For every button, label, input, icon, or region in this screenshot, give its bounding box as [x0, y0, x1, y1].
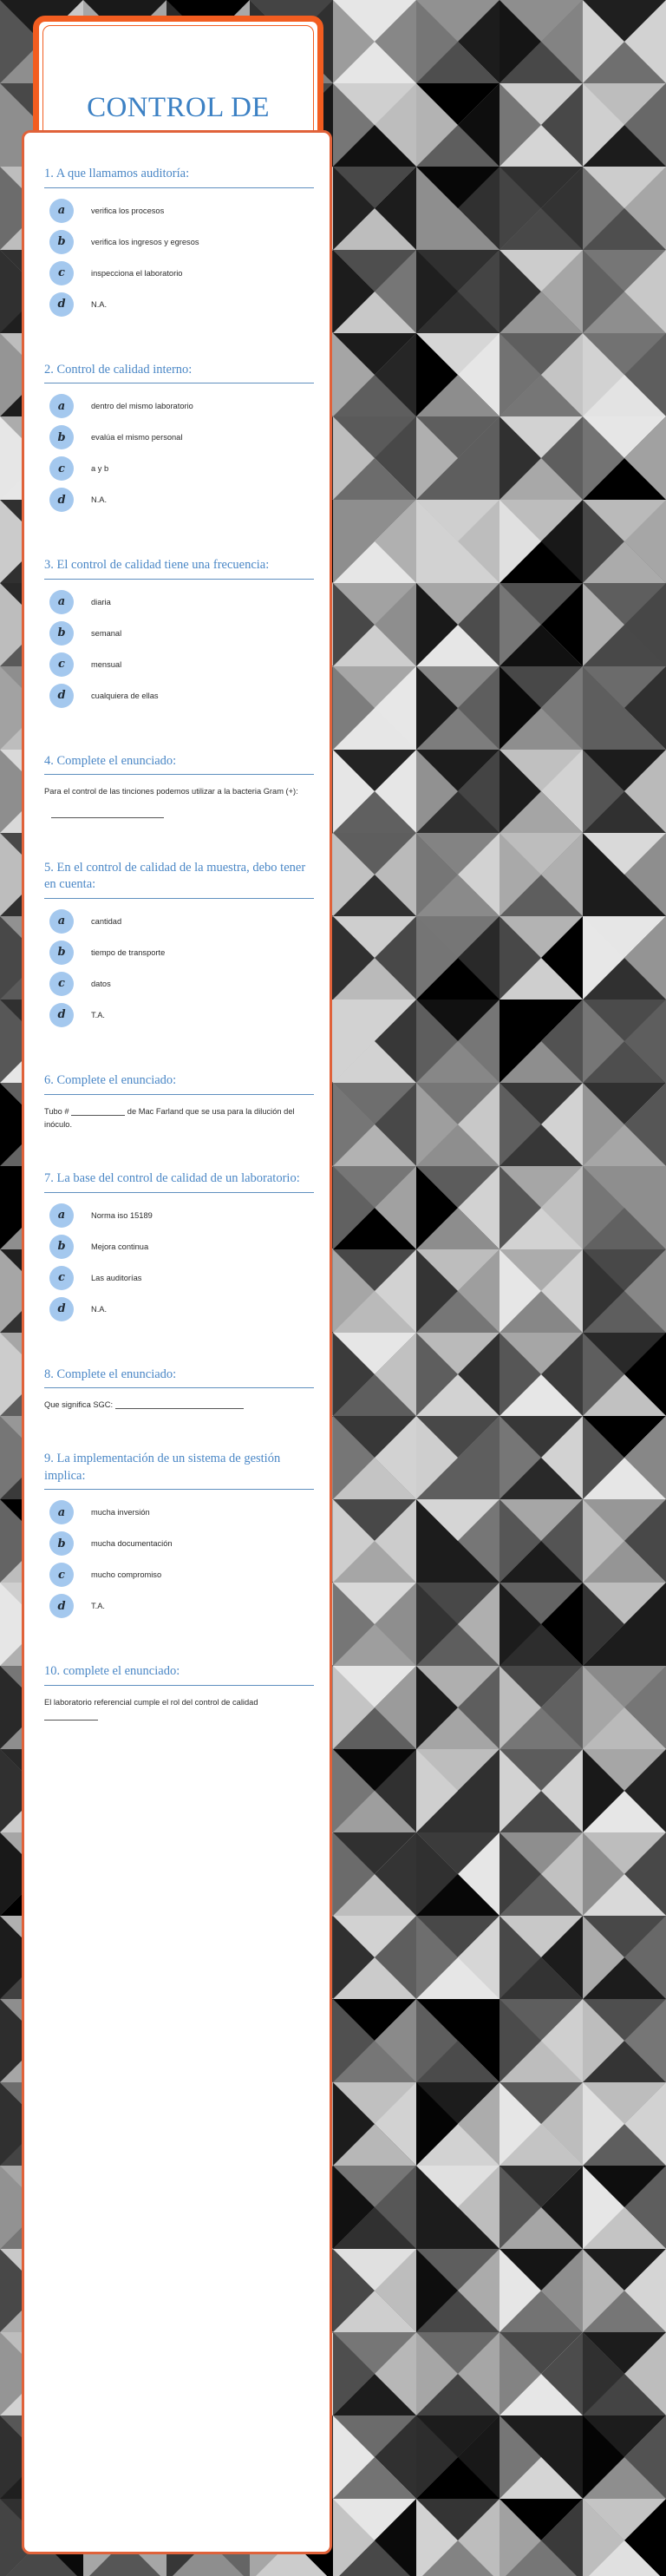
- spacer: [37, 324, 317, 362]
- option-1b[interactable]: [49, 230, 317, 254]
- option-3d[interactable]: [49, 684, 317, 708]
- option-letter-badge: b: [49, 425, 74, 449]
- option-3b[interactable]: [49, 621, 317, 646]
- question-3: [37, 557, 317, 708]
- question-10-heading: 10. complete el enunciado:: [44, 1664, 180, 1679]
- spacer: [37, 1328, 317, 1367]
- question-1: [37, 166, 317, 317]
- option-letter-badge: d: [49, 684, 74, 708]
- question-6-prompt-after: de Mac Farland que se usa para la dilución del inóculo.: [44, 1106, 295, 1130]
- option-label: verifica los ingresos y egresos: [91, 237, 199, 246]
- answer-blank-8[interactable]: [115, 1408, 244, 1409]
- option-7d[interactable]: [49, 1297, 317, 1321]
- answer-blank-10[interactable]: [44, 1720, 98, 1721]
- question-2: [37, 362, 317, 513]
- option-label: verifica los procesos: [91, 206, 165, 215]
- answer-blank-6[interactable]: [71, 1115, 125, 1116]
- option-2c[interactable]: [49, 456, 317, 481]
- option-7c[interactable]: [49, 1266, 317, 1290]
- option-5a[interactable]: [49, 909, 317, 934]
- questionnaire-card: [22, 130, 332, 2554]
- spacer: [37, 1034, 317, 1072]
- option-letter-badge: d: [49, 1297, 74, 1321]
- question-7: [37, 1170, 317, 1321]
- option-letter-badge: b: [49, 941, 74, 965]
- question-5: [37, 860, 317, 1027]
- option-letter-badge: c: [49, 456, 74, 481]
- spacer: [37, 1132, 317, 1170]
- question-10-prompt-before: El laboratorio referencial cumple el rol del control de calidad: [44, 1697, 258, 1707]
- option-letter-badge: a: [49, 1203, 74, 1228]
- question-10: [37, 1663, 317, 1723]
- option-7b[interactable]: [49, 1235, 317, 1259]
- option-label: N.A.: [91, 299, 108, 309]
- option-label: diaria: [91, 597, 111, 606]
- question-6-body: [37, 1095, 317, 1133]
- option-letter-badge: a: [49, 909, 74, 934]
- question-5-heading: 5. En el control de calidad de la muestra, debo tener en cuenta:: [44, 860, 306, 892]
- option-label: datos: [91, 979, 111, 988]
- option-letter-badge: d: [49, 1594, 74, 1618]
- option-label: mucha documentación: [91, 1539, 173, 1549]
- spacer: [37, 1413, 317, 1451]
- question-9-options: [37, 1490, 317, 1618]
- option-label: Las auditorías: [91, 1273, 142, 1282]
- spacer: [37, 1625, 317, 1663]
- option-7a[interactable]: [49, 1203, 317, 1228]
- option-letter-badge: d: [49, 292, 74, 317]
- option-label: cualquiera de ellas: [91, 691, 159, 700]
- question-2-heading: 2. Control de calidad interno:: [44, 362, 193, 377]
- option-label: cantidad: [91, 916, 122, 926]
- option-label: T.A.: [91, 1010, 106, 1019]
- question-6-prompt-before: Tubo #: [44, 1106, 69, 1116]
- option-9a[interactable]: [49, 1500, 317, 1524]
- option-2d[interactable]: [49, 488, 317, 512]
- option-label: dentro del mismo laboratorio: [91, 402, 193, 411]
- option-1c[interactable]: [49, 261, 317, 285]
- spacer: [37, 822, 317, 860]
- option-letter-badge: c: [49, 972, 74, 996]
- option-letter-badge: a: [49, 199, 74, 223]
- option-letter-badge: c: [49, 1266, 74, 1290]
- option-label: Mejora continua: [91, 1242, 149, 1251]
- question-8-prompt-before: Que significa SGC:: [44, 1400, 114, 1410]
- option-3a[interactable]: [49, 590, 317, 614]
- option-label: a y b: [91, 464, 109, 474]
- option-5c[interactable]: [49, 972, 317, 996]
- spacer: [37, 519, 317, 557]
- option-label: mucha inversión: [91, 1508, 150, 1517]
- question-1-options: [37, 188, 317, 317]
- option-3c[interactable]: [49, 652, 317, 677]
- question-5-options: [37, 899, 317, 1027]
- option-1a[interactable]: [49, 199, 317, 223]
- option-9d[interactable]: [49, 1594, 317, 1618]
- question-2-options: [37, 383, 317, 512]
- option-2a[interactable]: [49, 394, 317, 418]
- option-label: T.A.: [91, 1602, 106, 1611]
- option-label: Norma iso 15189: [91, 1210, 153, 1220]
- question-3-heading: 3. El control de calidad tiene una frecuencia:: [44, 558, 270, 573]
- question-8-heading: 8. Complete el enunciado:: [44, 1367, 177, 1381]
- question-8-body: [37, 1388, 317, 1413]
- question-3-options: [37, 580, 317, 708]
- question-4: [37, 753, 317, 822]
- option-letter-badge: c: [49, 1563, 74, 1587]
- option-letter-badge: b: [49, 230, 74, 254]
- option-letter-badge: d: [49, 1003, 74, 1027]
- question-1-heading: 1. A que llamamos auditoría:: [44, 167, 190, 180]
- question-4-answer-row: [44, 808, 313, 822]
- option-label: tiempo de transporte: [91, 947, 166, 957]
- option-letter-badge: b: [49, 621, 74, 646]
- option-letter-badge: c: [49, 261, 74, 285]
- spacer: [37, 715, 317, 753]
- question-9-heading: 9. La implementación de un sistema de gestión implica:: [44, 1452, 281, 1483]
- option-label: semanal: [91, 628, 122, 638]
- question-4-body: [37, 775, 317, 822]
- option-5d[interactable]: [49, 1003, 317, 1027]
- option-label: evalúa el mismo personal: [91, 433, 183, 442]
- question-7-options: [37, 1193, 317, 1321]
- question-8: [37, 1367, 317, 1413]
- question-6: [37, 1072, 317, 1132]
- option-label: N.A.: [91, 495, 108, 505]
- question-4-heading: 4. Complete el enunciado:: [44, 753, 177, 768]
- option-label: N.A.: [91, 1304, 108, 1314]
- question-7-heading: 7. La base del control de calidad de un laboratorio:: [44, 1171, 300, 1186]
- option-label: inspecciona el laboratorio: [91, 268, 183, 278]
- option-letter-badge: c: [49, 652, 74, 677]
- option-letter-badge: b: [49, 1235, 74, 1259]
- option-letter-badge: a: [49, 394, 74, 418]
- option-letter-badge: d: [49, 488, 74, 512]
- answer-blank-4[interactable]: [51, 817, 164, 818]
- question-6-heading: 6. Complete el enunciado:: [44, 1072, 177, 1087]
- option-label: mucho compromiso: [91, 1570, 162, 1580]
- option-2b[interactable]: [49, 425, 317, 449]
- option-label: mensual: [91, 659, 122, 669]
- question-4-prompt: Para el control de las tinciones podemos utilizar a la bacteria Gram (+):: [44, 787, 298, 796]
- option-9b[interactable]: [49, 1531, 317, 1556]
- question-10-body: [37, 1686, 317, 1724]
- question-9: [37, 1451, 317, 1618]
- option-letter-badge: a: [49, 590, 74, 614]
- page-title-line1: CONTROL DE: [87, 91, 270, 123]
- option-letter-badge: a: [49, 1500, 74, 1524]
- option-1d[interactable]: [49, 292, 317, 317]
- option-9c[interactable]: [49, 1563, 317, 1587]
- option-letter-badge: b: [49, 1531, 74, 1556]
- option-5b[interactable]: [49, 941, 317, 965]
